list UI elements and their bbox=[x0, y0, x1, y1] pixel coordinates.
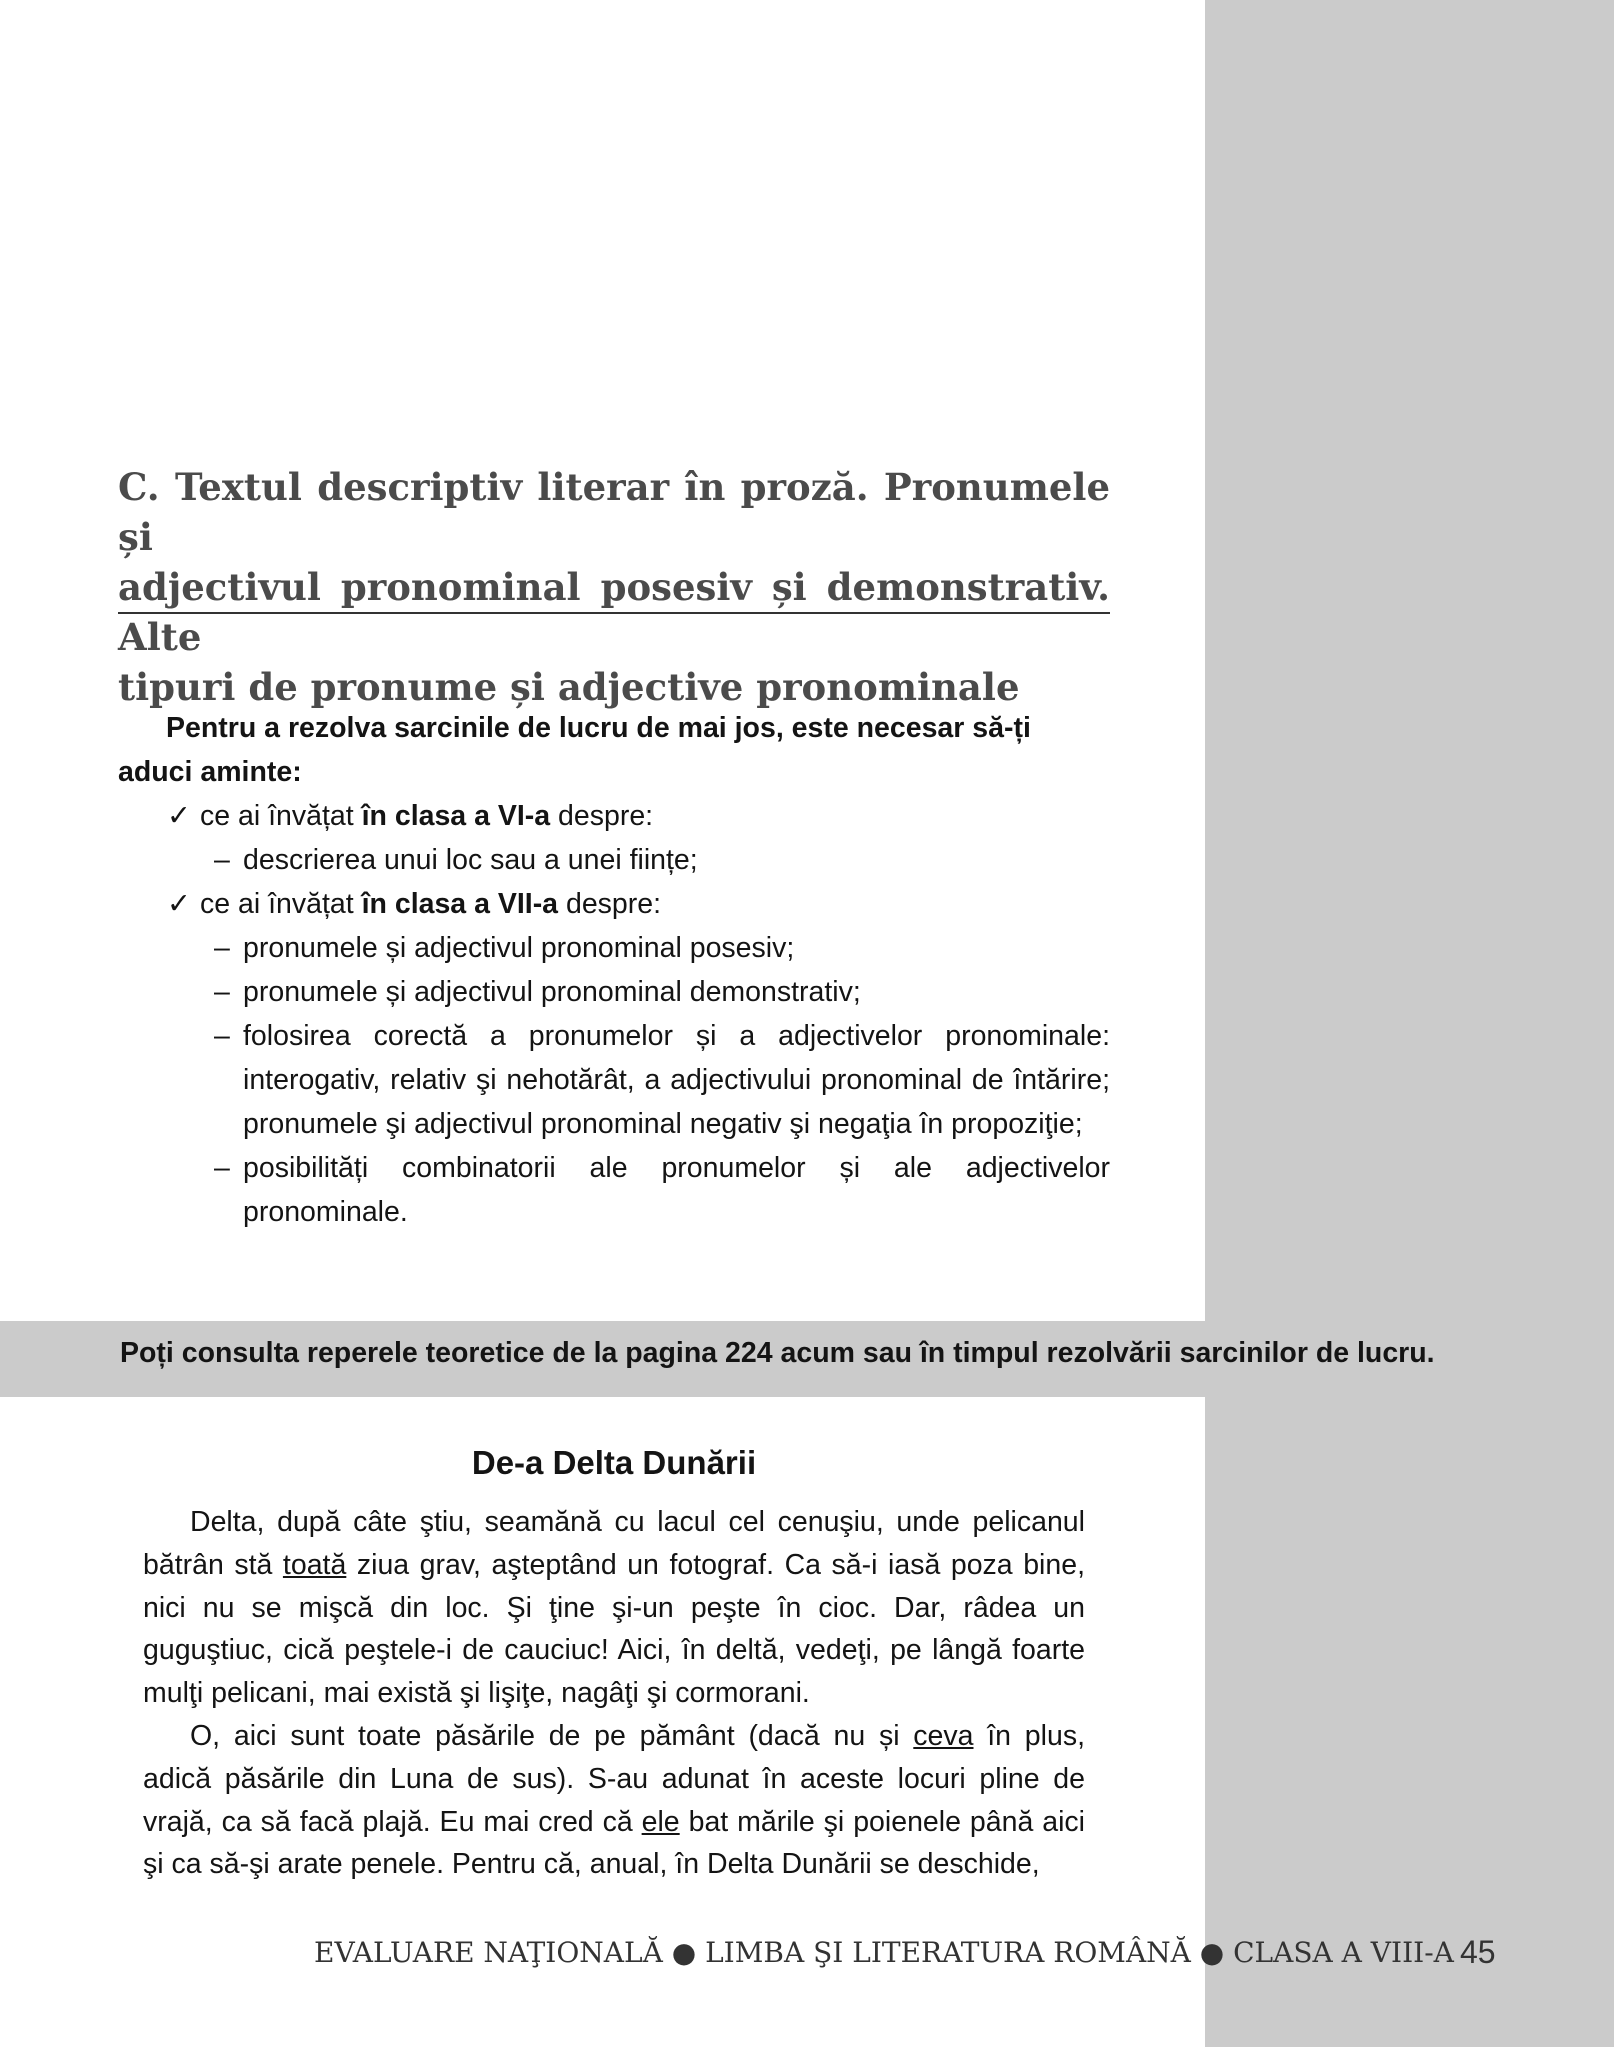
section-title-line: tipuri de pronume și adjective pronominale bbox=[118, 665, 1020, 709]
checklist-class: în clasa a VII-a bbox=[361, 888, 559, 920]
topic-text: posibilități combinatorii ale pronumelor și ale adjectivelor pronominale. bbox=[243, 1152, 1110, 1228]
dash-bullet: – bbox=[214, 932, 230, 964]
checklist-class: în clasa a VI-a bbox=[361, 800, 551, 832]
section-title-line: C. Textul descriptiv literar în proză. Pronumele și bbox=[118, 465, 1110, 559]
checkmark-icon: ✓ bbox=[167, 800, 191, 832]
reminder-intro: Pentru a rezolva sarcinile de lucru de mai jos, este necesar să-ți aduci aminte: bbox=[118, 712, 1031, 788]
topic-text: pronumele și adjectivul pronominal demonstrativ; bbox=[243, 976, 861, 1008]
dash-bullet: – bbox=[214, 1152, 230, 1184]
story-text-segment: ziua grav, aşteptând un fotograf. Ca să-i iasă poza bine, nici nu se mişcă din loc. Şi ţine şi-un peşte în cioc. Dar, râdea un guguştiuc, cică peştele-i de cauciuc! Aici, în deltă, vedeţi, pe lângă foarte mulţi pelicani, mai există şi lişiţe, nagâţi şi cormorani. bbox=[143, 1548, 1085, 1710]
topic-text: folosirea corectă a pronumelor și a adjectivelor pronominale: interogativ, relativ şi nehotărât, a adjectivului pronominal de întărire; pronumele şi adjectivul pronominal negativ şi negaţia în propoziţie; bbox=[243, 1020, 1110, 1140]
topic-item bbox=[118, 1014, 1110, 1146]
reminder-box bbox=[118, 706, 1110, 1234]
story-text-segment: O, aici sunt toate păsările de pe pământ (dacă nu și bbox=[190, 1719, 914, 1752]
underlined-word: toată bbox=[282, 1548, 347, 1581]
story-text-segment: în plus, adică păsările din Luna de sus). S-au adunat în aceste locuri pline de vrajă, ca să facă plajă. Eu mai cred că bbox=[143, 1719, 1085, 1838]
story-title: De-a Delta Dunării bbox=[471, 1444, 757, 1481]
section-title-line: adjectivul pronominal posesiv și demonstrativ. Alte bbox=[118, 565, 1110, 659]
checklist-item bbox=[118, 794, 1110, 838]
underlined-word: ele bbox=[641, 1805, 680, 1838]
topic-text: pronumele și adjectivul pronominal posesiv; bbox=[243, 932, 795, 964]
page-number: 45 bbox=[1460, 1934, 1496, 1970]
topic-text: descrierea unui loc sau a unei ființe; bbox=[243, 844, 698, 876]
checklist-item bbox=[118, 882, 1110, 926]
checklist-suffix: despre: bbox=[550, 800, 654, 832]
story-text bbox=[143, 1501, 1085, 1886]
dash-bullet: – bbox=[214, 1020, 230, 1052]
checklist-prefix: ce ai învățat bbox=[200, 800, 362, 832]
section-title bbox=[118, 462, 1110, 712]
page-side-band bbox=[1205, 0, 1614, 2047]
underlined-word: ceva bbox=[913, 1719, 974, 1752]
checklist-prefix: ce ai învățat bbox=[200, 888, 362, 920]
topic-item bbox=[118, 838, 1110, 882]
page-footer: EVALUARE NAŢIONALĂ ● LIMBA ŞI LITERATURA ROMÂNĂ ● CLASA A VIII-A bbox=[314, 1936, 1454, 1969]
checklist-suffix: despre: bbox=[558, 888, 662, 920]
story-paragraph bbox=[143, 1715, 1085, 1886]
topic-item bbox=[118, 1146, 1110, 1234]
dash-bullet: – bbox=[214, 844, 230, 876]
title-underline bbox=[118, 612, 1110, 614]
topic-item bbox=[118, 926, 1110, 970]
story-paragraph bbox=[143, 1501, 1085, 1715]
topic-item bbox=[118, 970, 1110, 1014]
info-banner-text: Poți consulta reperele teoretice de la pagina 224 acum sau în timpul rezolvării sarcinilor de lucru. bbox=[120, 1337, 1435, 1369]
checkmark-icon: ✓ bbox=[167, 888, 191, 920]
dash-bullet: – bbox=[214, 976, 230, 1008]
story-text-segment: bat mările şi poienele până aici şi ca să-şi arate penele. Pentru că, anual, în Delta Dunării se deschide, bbox=[143, 1805, 1085, 1881]
story-text-segment: Delta, după câte ştiu, seamănă cu lacul cel cenuşiu, unde pelicanul bătrân stă bbox=[143, 1506, 1085, 1581]
